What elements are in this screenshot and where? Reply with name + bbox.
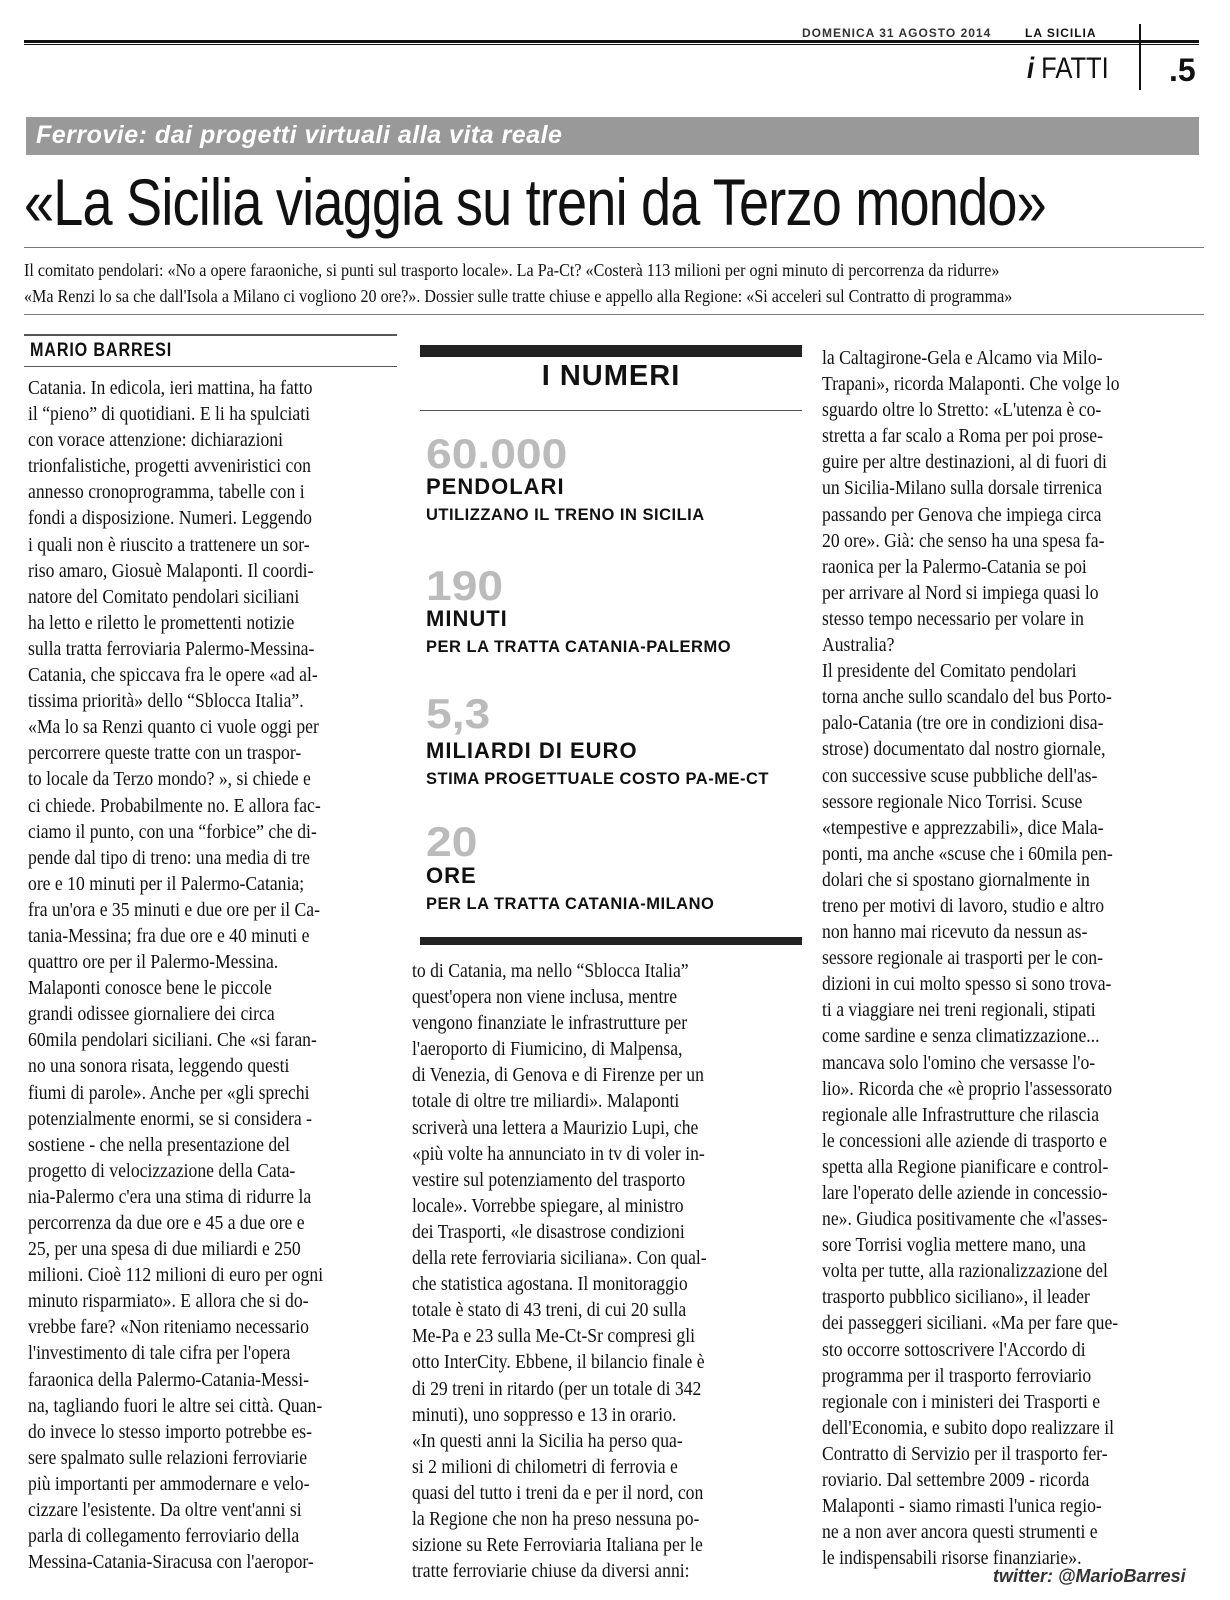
text-line: non hanno mai ricevuto da nessun as-	[822, 921, 1088, 944]
text-line: ti a viaggiare nei treni regionali, stipati	[822, 999, 1096, 1022]
text-line: natore del Comitato pendolari siciliani	[28, 585, 300, 608]
section-title: i FATTI	[1027, 52, 1109, 85]
text-line: strose) documentato dal nostro giornale,	[822, 738, 1106, 761]
text-line: sere spalmato sulle relazioni ferroviarie	[28, 1446, 308, 1469]
text-line: Catania, che spiccava fra le opere «ad al-	[28, 664, 318, 687]
text-line: Trapani», ricorda Malaponti. Che volge lo	[822, 373, 1120, 396]
text-line: dolari che si spostano giornalmente in	[822, 868, 1090, 891]
deck-rule	[24, 314, 1204, 315]
text-line: i quali non è riuscito a trattenere un sor-	[28, 533, 310, 556]
author-twitter-handle: twitter: @MarioBarresi	[993, 1566, 1186, 1586]
text-line: come sardine e senza climatizzazione...	[822, 1025, 1100, 1048]
text-line: percorrenza da due ore e 45 a due ore e	[28, 1212, 305, 1234]
numbers-box-title: I NUMERI	[541, 360, 681, 392]
text-line: lare l'operato delle aziende in concessio-	[822, 1182, 1108, 1204]
text-line: raonica per la Palermo-Catania se poi	[822, 555, 1087, 578]
stat-number: 190	[426, 562, 504, 609]
text-line: trionfalistiche, progetti avveniristici con	[28, 455, 311, 478]
text-line: potenzialmente enormi, se si considera -	[28, 1107, 312, 1130]
deck-line-1: Il comitato pendolari: «No a opere faraoniche, si punti sul trasporto locale». La Pa-Ct? «Costerà 113 milioni per ogni minuto di percorrenza da ridurre»	[24, 260, 1000, 280]
text-line: passando per Genova che impiega circa	[822, 503, 1102, 526]
text-line: ha letto e riletto le promettenti notizie	[28, 611, 295, 634]
text-line: le indispensabili risorse finanziarie».	[822, 1547, 1082, 1570]
text-line: Il presidente del Comitato pendolari	[822, 660, 1077, 683]
text-line: con vorace attenzione: dichiarazioni	[28, 429, 284, 452]
text-line: roviario. Dal settembre 2009 - ricorda	[822, 1469, 1090, 1492]
stat-number: 20	[426, 818, 478, 865]
text-line: stretta a far scalo a Roma per poi prose-	[822, 425, 1103, 448]
text-line: grandi odissee giornaliere dei circa	[28, 1003, 275, 1026]
text-line: trasporto pubblico siciliano», il leader	[822, 1286, 1090, 1309]
text-line: l'investimento di tale cifra per l'opera	[28, 1342, 291, 1365]
byline-rule-top	[24, 334, 397, 336]
article-column-1	[28, 375, 371, 1575]
text-line: vrebbe fare? «Non riteniamo necessario	[28, 1316, 309, 1339]
text-line: quasi del tutto i treni da e per il nord, con	[412, 1481, 704, 1504]
text-line: scriverà una lettera a Maurizio Lupi, che	[412, 1116, 699, 1139]
text-line: minuto risparmiato». E allora che si do-	[28, 1290, 309, 1313]
issue-date: DOMENICA 31 AGOSTO 2014	[802, 26, 992, 40]
stat-description: PER LA TRATTA CATANIA-PALERMO	[426, 638, 732, 656]
stat-description: PER LA TRATTA CATANIA-MILANO	[426, 895, 715, 913]
text-line: «tempestive e apprezzabili», dice Mala-	[822, 816, 1104, 839]
text-line: tania-Messina; fra due ore e 40 minuti e	[28, 924, 310, 947]
text-line: di 29 treni in ritardo (per un totale di 342	[412, 1377, 702, 1400]
article-column-3	[822, 345, 1168, 1571]
text-line: l'aeroporto di Fiumicino, di Malpensa,	[412, 1038, 683, 1061]
text-line: volta per tutte, alla razionalizzazione del	[822, 1260, 1108, 1283]
stat-unit: PENDOLARI	[426, 474, 565, 499]
text-line: vengono finanziate le infrastrutture per	[412, 1012, 688, 1035]
text-line: regionale con i ministeri dei Trasporti e	[822, 1390, 1101, 1413]
text-line: quest'opera non viene inclusa, mentre	[412, 986, 678, 1009]
text-line: pende dal tipo di treno: una media di tre	[28, 846, 310, 869]
headline-rule	[24, 247, 1204, 248]
text-line: un Sicilia-Milano sulla dorsale tirrenica	[822, 477, 1103, 500]
text-line: to locale da Terzo mondo? », si chiede e	[28, 768, 311, 791]
text-line: vestire sul potenziamento del trasporto	[412, 1168, 686, 1191]
text-line: no una sonora risata, leggendo questi	[28, 1055, 290, 1078]
text-line: torna anche sullo scandalo del bus Porto-	[822, 686, 1112, 709]
text-line: stesso tempo necessario per volare in	[822, 607, 1084, 630]
stat-description: UTILIZZANO IL TRENO IN SICILIA	[426, 506, 705, 524]
headline: «La Sicilia viaggia su treni da Terzo mondo»	[24, 165, 1046, 239]
text-line: totale di oltre tre miliardi». Malaponti	[412, 1090, 680, 1113]
text-line: la Regione che non ha preso nessuna po-	[412, 1507, 700, 1530]
text-line: programma per il trasporto ferroviario	[822, 1364, 1092, 1387]
text-line: sulla tratta ferroviaria Palermo-Messina-	[28, 637, 315, 660]
text-line: con successive scuse pubbliche dell'as-	[822, 764, 1098, 787]
text-line: 25, per una spesa di due miliardi e 250	[28, 1238, 301, 1261]
kicker-text: Ferrovie: dai progetti virtuali alla vita reale	[36, 121, 563, 149]
text-line: ci chiede. Probabilmente no. E allora fac-	[28, 794, 321, 817]
text-line: ne a non aver ancora questi strumenti e	[822, 1521, 1098, 1544]
text-line: tissima priorità» dello “Sblocca Italia”.	[28, 690, 304, 713]
text-line: Australia?	[822, 634, 895, 657]
text-line: ne». Giudica positivamente che «l'asses-	[822, 1208, 1108, 1231]
text-line: dell'Economia, e subito dopo realizzare il	[822, 1416, 1115, 1439]
stat-unit: ORE	[426, 863, 477, 888]
text-line: palo-Catania (tre ore in condizioni disa-	[822, 712, 1104, 735]
text-line: 20 ore». Già: che senso ha una spesa fa-	[822, 529, 1105, 552]
text-line: lio». Ricorda che «è proprio l'assessorato	[822, 1077, 1113, 1100]
text-line: cizzare l'esistente. Da oltre vent'anni si	[28, 1499, 302, 1522]
header-rule	[24, 40, 1199, 43]
text-line: di Venezia, di Genova e di Firenze per un	[412, 1064, 704, 1087]
text-line: della rete ferroviaria siciliana». Con qual-	[412, 1247, 707, 1270]
text-line: totale è stato di 43 treni, di cui 20 sulla	[412, 1299, 687, 1322]
text-line: regionale alle Infrastrutture che rilascia	[822, 1103, 1100, 1126]
text-line: progetto di velocizzazione della Cata-	[28, 1159, 296, 1182]
text-line: dei Trasporti, «le disastrose condizioni	[412, 1220, 685, 1243]
text-line: «In questi anni la Sicilia ha perso qua-	[412, 1429, 683, 1452]
deck-line-2: «Ma Renzi lo sa che dall'Isola a Milano ci vogliono 20 ore?». Dossier sulle tratte chiuse e appello alla Regione: «Si acceleri sul Contratto di programma»	[24, 286, 1013, 306]
text-line: spetta alla Regione pianificare e control-	[822, 1155, 1109, 1178]
text-line: Contratto di Servizio per il trasporto fer-	[822, 1442, 1108, 1465]
text-line: nia-Palermo c'era una stima di ridurre la	[28, 1185, 312, 1208]
text-line: sore Torrisi voglia mettere mano, una	[822, 1234, 1086, 1257]
text-line: 60mila pendolari siciliani. Che «si faran-	[28, 1029, 317, 1052]
header-divider	[1139, 24, 1141, 90]
text-line: Messina-Catania-Siracusa con l'aeropor-	[28, 1551, 314, 1574]
text-line: per arrivare al Nord si impiega quasi lo	[822, 581, 1099, 604]
text-line: il “pieno” di quotidiani. E li ha spulciati	[28, 403, 311, 426]
text-line: sessore regionale ai trasporti per le con-	[822, 947, 1103, 970]
text-line: ore e 10 minuti per il Palermo-Catania;	[28, 872, 305, 895]
text-line: fondi a disposizione. Numeri. Leggendo	[28, 507, 312, 530]
text-line: ponti, ma anche «scuse che i 60mila pen-	[822, 842, 1113, 865]
text-line: na, tagliando fuori le altre sei città. Quan-	[28, 1394, 323, 1417]
text-line: to di Catania, ma nello “Sblocca Italia”	[412, 960, 689, 982]
text-line: «più volte ha annunciato in tv di voler in-	[412, 1142, 705, 1165]
numbers-box-bottom-rule	[420, 937, 802, 945]
text-line: sessore regionale Nico Torrisi. Scuse	[822, 790, 1083, 813]
text-line: riso amaro, Giosuè Malaponti. Il coordi-	[28, 559, 314, 582]
text-line: Catania. In edicola, ieri mattina, ha fatto	[28, 377, 313, 399]
text-line: le concessioni alle aziende di trasporto e	[822, 1129, 1107, 1152]
text-line: Malaponti - siamo rimasti l'unica regio-	[822, 1495, 1102, 1518]
text-line: Malaponti conosce bene le piccole	[28, 977, 272, 1000]
text-line: fiumi di parole». Anche per «gli sprechi	[28, 1081, 310, 1104]
text-line: dizioni in cui molto spesso si sono trova-	[822, 973, 1112, 996]
text-line: annesso cronoprogramma, tabelle con i	[28, 481, 305, 504]
text-line: la Caltagirone-Gela e Alcamo via Milo-	[822, 347, 1103, 369]
byline-rule-bottom	[24, 366, 397, 367]
stat-unit: MINUTI	[426, 606, 508, 631]
text-line: locale». Vorrebbe spiegare, al ministro	[412, 1194, 684, 1217]
text-line: ciamo il punto, con una “forbice” che di-	[28, 820, 317, 843]
text-line: quattro ore per il Palermo-Messina.	[28, 951, 279, 974]
text-line: tratte ferroviarie chiuse da diversi anni:	[412, 1560, 690, 1583]
text-line: milioni. Cioè 112 milioni di euro per ogni	[28, 1264, 324, 1287]
text-line: si 2 milioni di chilometri di ferrovia e	[412, 1455, 678, 1478]
text-line: dei passeggeri siciliani. «Ma per fare que-	[822, 1312, 1119, 1335]
text-line: mancava solo l'omino che versasse l'o-	[822, 1051, 1096, 1074]
text-line: che statistica agostana. Il monitoraggio	[412, 1273, 688, 1296]
text-line: otto InterCity. Ebbene, il bilancio finale è	[412, 1351, 705, 1374]
byline: MARIO BARRESI	[30, 340, 173, 361]
text-line: guire per altre destinazioni, al di fuori di	[822, 451, 1107, 474]
text-line: sto occorre sottoscrivere l'Accordo di	[822, 1338, 1086, 1361]
header-rule-thin	[24, 44, 1199, 45]
numbers-box-title-rule	[420, 410, 802, 411]
article-column-2	[412, 958, 755, 1584]
newspaper-name: LA SICILIA	[1025, 26, 1097, 40]
stat-number: 5,3	[426, 690, 491, 737]
numbers-box-top-rule	[420, 345, 802, 357]
stat-description: STIMA PROGETTUALE COSTO PA-ME-CT	[426, 770, 769, 788]
kicker-bar	[26, 117, 1199, 155]
stat-unit: MILIARDI DI EURO	[426, 738, 638, 763]
text-line: sostiene - che nella presentazione del	[28, 1133, 290, 1156]
text-line: sizione su Rete Ferroviaria Italiana per le	[412, 1534, 703, 1557]
text-line: sguardo oltre lo Stretto: «L'utenza è co-	[822, 399, 1102, 422]
text-line: parla di collegamento ferroviario della	[28, 1525, 300, 1548]
text-line: treno per motivi di lavoro, studio e altro	[822, 894, 1105, 917]
text-line: percorrere queste tratte con un traspor-	[28, 742, 302, 765]
text-line: Me-Pa e 23 sulla Me-Ct-Sr compresi gli	[412, 1325, 696, 1348]
text-line: do invece lo stesso importo potrebbe es-	[28, 1420, 312, 1443]
text-line: minuti), uno soppresso e 13 in orario.	[412, 1403, 677, 1426]
text-line: faraonica della Palermo-Catania-Messi-	[28, 1368, 309, 1391]
page-number: .5	[1169, 52, 1196, 88]
text-line: più importanti per ammodernare e velo-	[28, 1472, 310, 1495]
text-line: fra un'ora e 35 minuti e due ore per il Ca-	[28, 898, 321, 921]
text-line: «Ma lo sa Renzi quanto ci vuole oggi per	[28, 716, 319, 739]
stat-number: 60.000	[426, 430, 568, 477]
